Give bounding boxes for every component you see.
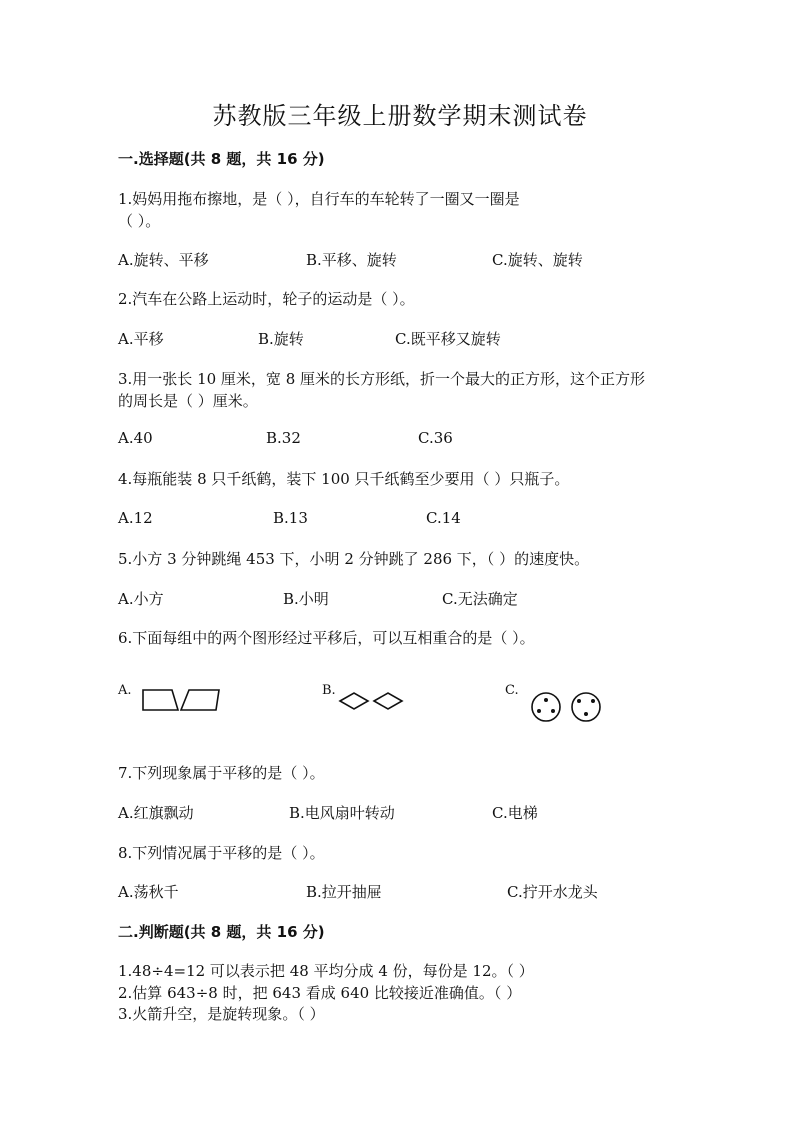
section-1-heading: 一.选择题(共 8 题，共 16 分): [118, 150, 325, 168]
question-3-option-a: A.40: [118, 429, 153, 447]
judgement-1-text: 1.48÷4=12 可以表示把 48 平均分成 4 份，每份是 12。（ ）: [118, 962, 534, 980]
question-8-option-b: B.拉开抽屉: [306, 883, 382, 901]
question-6-option-a: A.: [118, 683, 132, 698]
section-2-heading: 二.判断题(共 8 题，共 16 分): [118, 923, 325, 941]
question-8-text: 8.下列情况属于平移的是（ ）。: [118, 844, 325, 862]
trapezoid-shape: [143, 690, 178, 710]
shapes-c-figure: [530, 692, 606, 722]
question-1-option-a: A.旋转、平移: [118, 251, 209, 269]
question-5-option-b: B.小明: [283, 590, 329, 608]
question-3-option-b: B.32: [266, 429, 301, 447]
dotted-circle-shape: [572, 693, 600, 721]
parallelogram-shape: [181, 690, 219, 710]
question-7-option-c: C.电梯: [492, 804, 538, 822]
diamond-shape: [340, 693, 368, 709]
question-7-option-b: B.电风扇叶转动: [289, 804, 395, 822]
question-3-option-c: C.36: [418, 429, 453, 447]
question-6-option-b: B.: [322, 683, 336, 698]
question-2-option-c: C.既平移又旋转: [395, 330, 501, 348]
question-5-option-a: A.小方: [118, 590, 164, 608]
question-1-option-c: C.旋转、旋转: [492, 251, 583, 269]
question-4-text: 4.每瓶能装 8 只千纸鹤，装下 100 只千纸鹤至少要用（ ）只瓶子。: [118, 470, 570, 488]
question-4-option-b: B.13: [273, 509, 308, 527]
question-8-option-c: C.拧开水龙头: [507, 883, 598, 901]
question-4-option-c: C.14: [426, 509, 461, 527]
question-7-option-a: A.红旗飘动: [118, 804, 194, 822]
question-8-option-a: A.荡秋千: [118, 883, 179, 901]
dotted-circle-shape: [532, 693, 560, 721]
question-6-option-c: C.: [505, 683, 519, 698]
question-6-text: 6.下面每组中的两个图形经过平移后，可以互相重合的是（ ）。: [118, 629, 535, 647]
question-4-option-a: A.12: [118, 509, 153, 527]
question-5-option-c: C.无法确定: [442, 590, 518, 608]
question-1-option-b: B.平移、旋转: [306, 251, 397, 269]
shapes-a-figure: [140, 688, 222, 714]
question-2-text: 2.汽车在公路上运动时，轮子的运动是（ ）。: [118, 290, 415, 308]
diamond-shape: [374, 693, 402, 709]
question-5-text: 5.小方 3 分钟跳绳 453 下，小明 2 分钟跳了 286 下，（ ）的速度快。: [118, 550, 590, 568]
page-title: 苏教版三年级上册数学期末测试卷: [212, 102, 588, 130]
question-1-line-2: （ ）。: [118, 212, 161, 230]
judgement-3-text: 3.火箭升空，是旋转现象。（ ）: [118, 1005, 325, 1023]
question-7-text: 7.下列现象属于平移的是（ ）。: [118, 764, 325, 782]
question-2-option-a: A.平移: [118, 330, 164, 348]
shapes-b-figure: [338, 690, 408, 712]
question-3-line-2: 的周长是（ ）厘米。: [118, 392, 258, 410]
question-3-line-1: 3.用一张长 10 厘米，宽 8 厘米的长方形纸，折一个最大的正方形，这个正方形: [118, 370, 646, 388]
judgement-2-text: 2.估算 643÷8 时，把 643 看成 640 比较接近准确值。（ ）: [118, 984, 522, 1002]
question-1-line-1: 1.妈妈用拖布擦地，是（ ），自行车的车轮转了一圈又一圈是: [118, 190, 520, 208]
question-2-option-b: B.旋转: [258, 330, 304, 348]
